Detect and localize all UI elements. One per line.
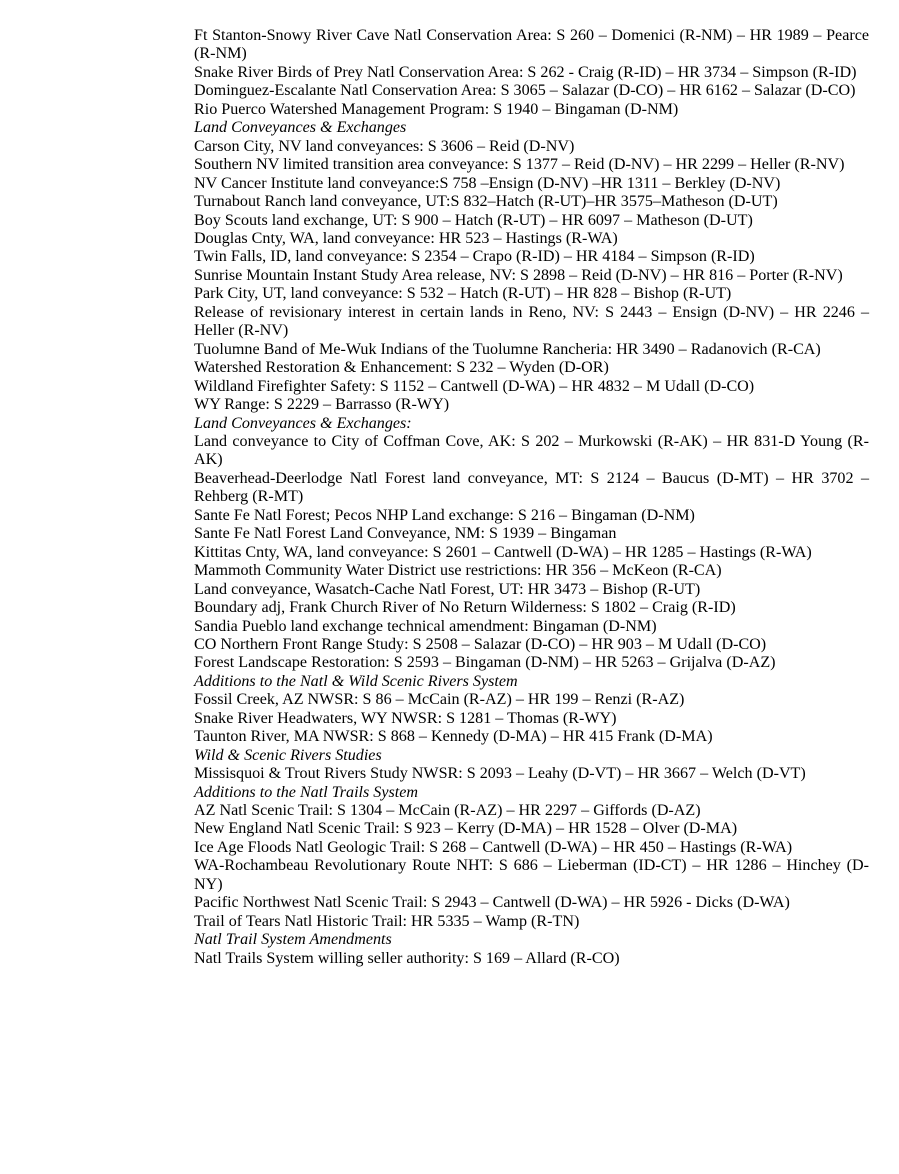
bill-entry: Natl Trails System willing seller authority: S 169 – Allard (R-CO) — [194, 949, 620, 967]
bill-entry: Turnabout Ranch land conveyance, UT:S 832–Hatch (R-UT)–HR 3575–Matheson (D-UT) — [194, 193, 778, 211]
bill-entry: Mammoth Community Water District use restrictions: HR 356 – McKeon (R-CA) — [194, 562, 722, 580]
bill-entry: Missisquoi & Trout Rivers Study NWSR: S 2093 – Leahy (D-VT) – HR 3667 – Welch (D-VT) — [194, 765, 806, 783]
bill-entry: Tuolumne Band of Me-Wuk Indians of the Tuolumne Rancheria: HR 3490 – Radanovich (R-CA) — [194, 340, 821, 358]
bill-entry: Snake River Headwaters, WY NWSR: S 1281 – Thomas (R-WY) — [194, 709, 617, 727]
bill-entry: Ice Age Floods Natl Geologic Trail: S 268 – Cantwell (D-WA) – HR 450 – Hastings (R-WA) — [194, 838, 793, 856]
bill-entry: Sunrise Mountain Instant Study Area release, NV: S 2898 – Reid (D-NV) – HR 816 – Porter (R-NV) — [194, 266, 843, 284]
bill-entry: Rio Puerco Watershed Management Program: S 1940 – Bingaman (D-NM) — [194, 100, 679, 118]
bill-entry: Taunton River, MA NWSR: S 868 – Kennedy (D-MA) – HR 415 Frank (D-MA) — [194, 728, 713, 746]
bill-entry: Beaverhead-Deerlodge Natl Forest land conveyance, MT: S 2124 – Baucus (D-MT) – HR 3702 – Rehberg (R-MT) — [194, 469, 869, 506]
bill-entry: Snake River Birds of Prey Natl Conservation Area: S 262 - Craig (R-ID) – HR 3734 – Simpson (R-ID) — [194, 63, 857, 81]
bill-entry: Kittitas Cnty, WA, land conveyance: S 2601 – Cantwell (D-WA) – HR 1285 – Hastings (R-WA) — [194, 543, 812, 561]
bill-entry: Forest Landscape Restoration: S 2593 – Bingaman (D-NM) – HR 5263 – Grijalva (D-AZ) — [194, 654, 776, 672]
bill-entry: Sante Fe Natl Forest Land Conveyance, NM: S 1939 – Bingaman — [194, 525, 617, 543]
bill-entry: Park City, UT, land conveyance: S 532 – Hatch (R-UT) – HR 828 – Bishop (R-UT) — [194, 285, 732, 303]
bill-entry: Pacific Northwest Natl Scenic Trail: S 2943 – Cantwell (D-WA) – HR 5926 - Dicks (D-WA) — [194, 894, 790, 912]
document-page — [194, 27, 869, 968]
section-heading: Natl Trail System Amendments — [194, 931, 392, 949]
section-heading: Additions to the Natl & Wild Scenic Rivers System — [194, 672, 518, 690]
section-heading: Land Conveyances & Exchanges: — [194, 414, 412, 432]
bill-entry: Wildland Firefighter Safety: S 1152 – Cantwell (D-WA) – HR 4832 – M Udall (D-CO) — [194, 377, 755, 395]
bill-entry: Land conveyance to City of Coffman Cove, AK: S 202 – Murkowski (R-AK) – HR 831-D Young (R-AK) — [194, 432, 869, 469]
bill-entry: CO Northern Front Range Study: S 2508 – Salazar (D-CO) – HR 903 – M Udall (D-CO) — [194, 635, 767, 653]
bill-entry: Watershed Restoration & Enhancement: S 232 – Wyden (D-OR) — [194, 359, 609, 377]
bill-entry: Carson City, NV land conveyances: S 3606 – Reid (D-NV) — [194, 137, 575, 155]
bill-entry: AZ Natl Scenic Trail: S 1304 – McCain (R-AZ) – HR 2297 – Giffords (D-AZ) — [194, 802, 701, 820]
bill-entry: Sandia Pueblo land exchange technical amendment: Bingaman (D-NM) — [194, 617, 657, 635]
bill-entry: Land conveyance, Wasatch-Cache Natl Forest, UT: HR 3473 – Bishop (R-UT) — [194, 580, 701, 598]
bill-entry: Douglas Cnty, WA, land conveyance: HR 523 – Hastings (R-WA) — [194, 229, 618, 247]
section-heading: Wild & Scenic Rivers Studies — [194, 746, 382, 764]
bill-entry: Boundary adj, Frank Church River of No Return Wilderness: S 1802 – Craig (R-ID) — [194, 599, 736, 617]
bill-entry: Ft Stanton-Snowy River Cave Natl Conservation Area: S 260 – Domenici (R-NM) – HR 1989 – Pearce (R-NM) — [194, 27, 869, 63]
section-heading: Land Conveyances & Exchanges — [194, 119, 407, 137]
bill-entry: WA-Rochambeau Revolutionary Route NHT: S 686 – Lieberman (ID-CT) – HR 1286 – Hinchey (D-NY) — [194, 857, 869, 893]
bill-entry: Fossil Creek, AZ NWSR: S 86 – McCain (R-AZ) – HR 199 – Renzi (R-AZ) — [194, 691, 685, 709]
bill-entry: Release of revisionary interest in certain lands in Reno, NV: S 2443 – Ensign (D-NV) – HR 2246 – Heller (R-NV) — [194, 303, 869, 340]
bill-entry: WY Range: S 2229 – Barrasso (R-WY) — [194, 396, 450, 414]
bill-entry: Twin Falls, ID, land conveyance: S 2354 – Crapo (R-ID) – HR 4184 – Simpson (R-ID) — [194, 248, 755, 266]
bill-entry: New England Natl Scenic Trail: S 923 – Kerry (D-MA) – HR 1528 – Olver (D-MA) — [194, 820, 738, 838]
bill-entry: Boy Scouts land exchange, UT: S 900 – Hatch (R-UT) – HR 6097 – Matheson (D-UT) — [194, 211, 753, 229]
bill-entry: NV Cancer Institute land conveyance:S 758 –Ensign (D-NV) –HR 1311 – Berkley (D-NV) — [194, 174, 781, 192]
bill-entry: Southern NV limited transition area conveyance: S 1377 – Reid (D-NV) – HR 2299 – Heller (R-NV) — [194, 156, 845, 174]
section-heading: Additions to the Natl Trails System — [194, 783, 418, 801]
bill-entry: Trail of Tears Natl Historic Trail: HR 5335 – Wamp (R-TN) — [194, 912, 580, 930]
bill-entry: Sante Fe Natl Forest; Pecos NHP Land exchange: S 216 – Bingaman (D-NM) — [194, 506, 695, 524]
bill-entry: Dominguez-Escalante Natl Conservation Area: S 3065 – Salazar (D-CO) – HR 6162 – Salazar (D-CO) — [194, 82, 856, 100]
